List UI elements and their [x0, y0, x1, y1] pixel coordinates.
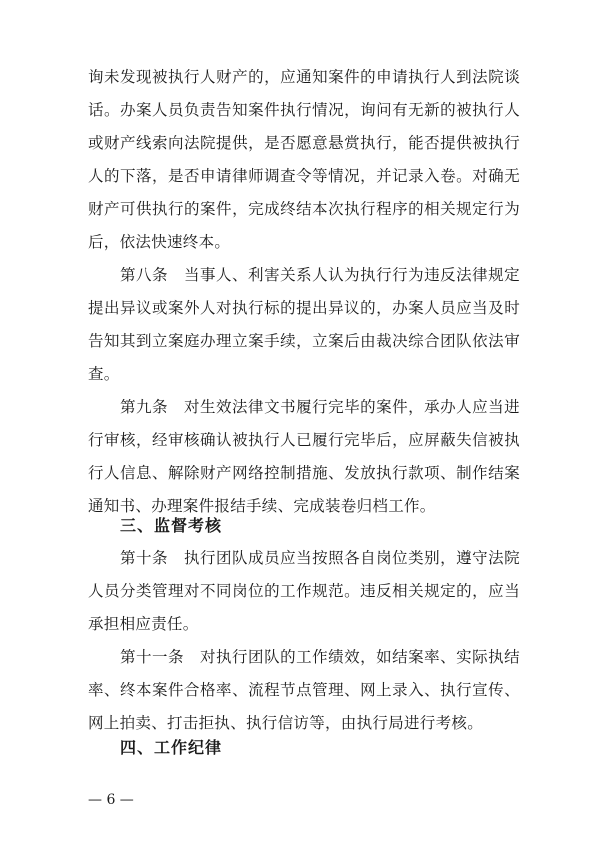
page-number: — 6 —	[88, 792, 134, 808]
paragraph-article-8: 第八条 当事人、利害关系人认为执行行为违反法律规定提出异议或案外人对执行标的提出异议的，办案人员应当及时告知其到立案庭办理立案手续，立案后由裁决综合团队依法审查。	[88, 266, 520, 383]
paragraph-article-10: 第十条 执行团队成员应当按照各自岗位类别，遵守法院人员分类管理对不同岗位的工作规范。违反相关规定的，应当承担相应责任。	[88, 549, 520, 633]
section-heading-supervision: 三、监督考核	[120, 516, 223, 535]
paragraph-article-11: 第十一条 对执行团队的工作绩效，如结案率、实际执结率、终本案件合格率、流程节点管理、网上录入、执行宣传、网上拍卖、打击拒执、执行信访等，由执行局进行考核。	[88, 648, 520, 732]
paragraph-article-9: 第九条 对生效法律文书履行完毕的案件，承办人应当进行审核，经审核确认被执行人已履行完毕后，应屏蔽失信被执行人信息、解除财产网络控制措施、发放执行款项、制作结案通知书、办理案件报结手续、完成装卷归档工作。	[88, 398, 520, 515]
section-heading-discipline: 四、工作纪律	[120, 738, 223, 757]
paragraph-continuation: 询未发现被执行人财产的，应通知案件的申请执行人到法院谈话。办案人员负责告知案件执行情况，询问有无新的被执行人或财产线索向法院提供，是否愿意悬赏执行，能否提供被执行人的下落，是否申请律师调查令等情况，并记录入卷。对确无财产可供执行的案件，完成终结本次执行程序的相关规定行为后，依法快速终本。	[88, 68, 520, 251]
